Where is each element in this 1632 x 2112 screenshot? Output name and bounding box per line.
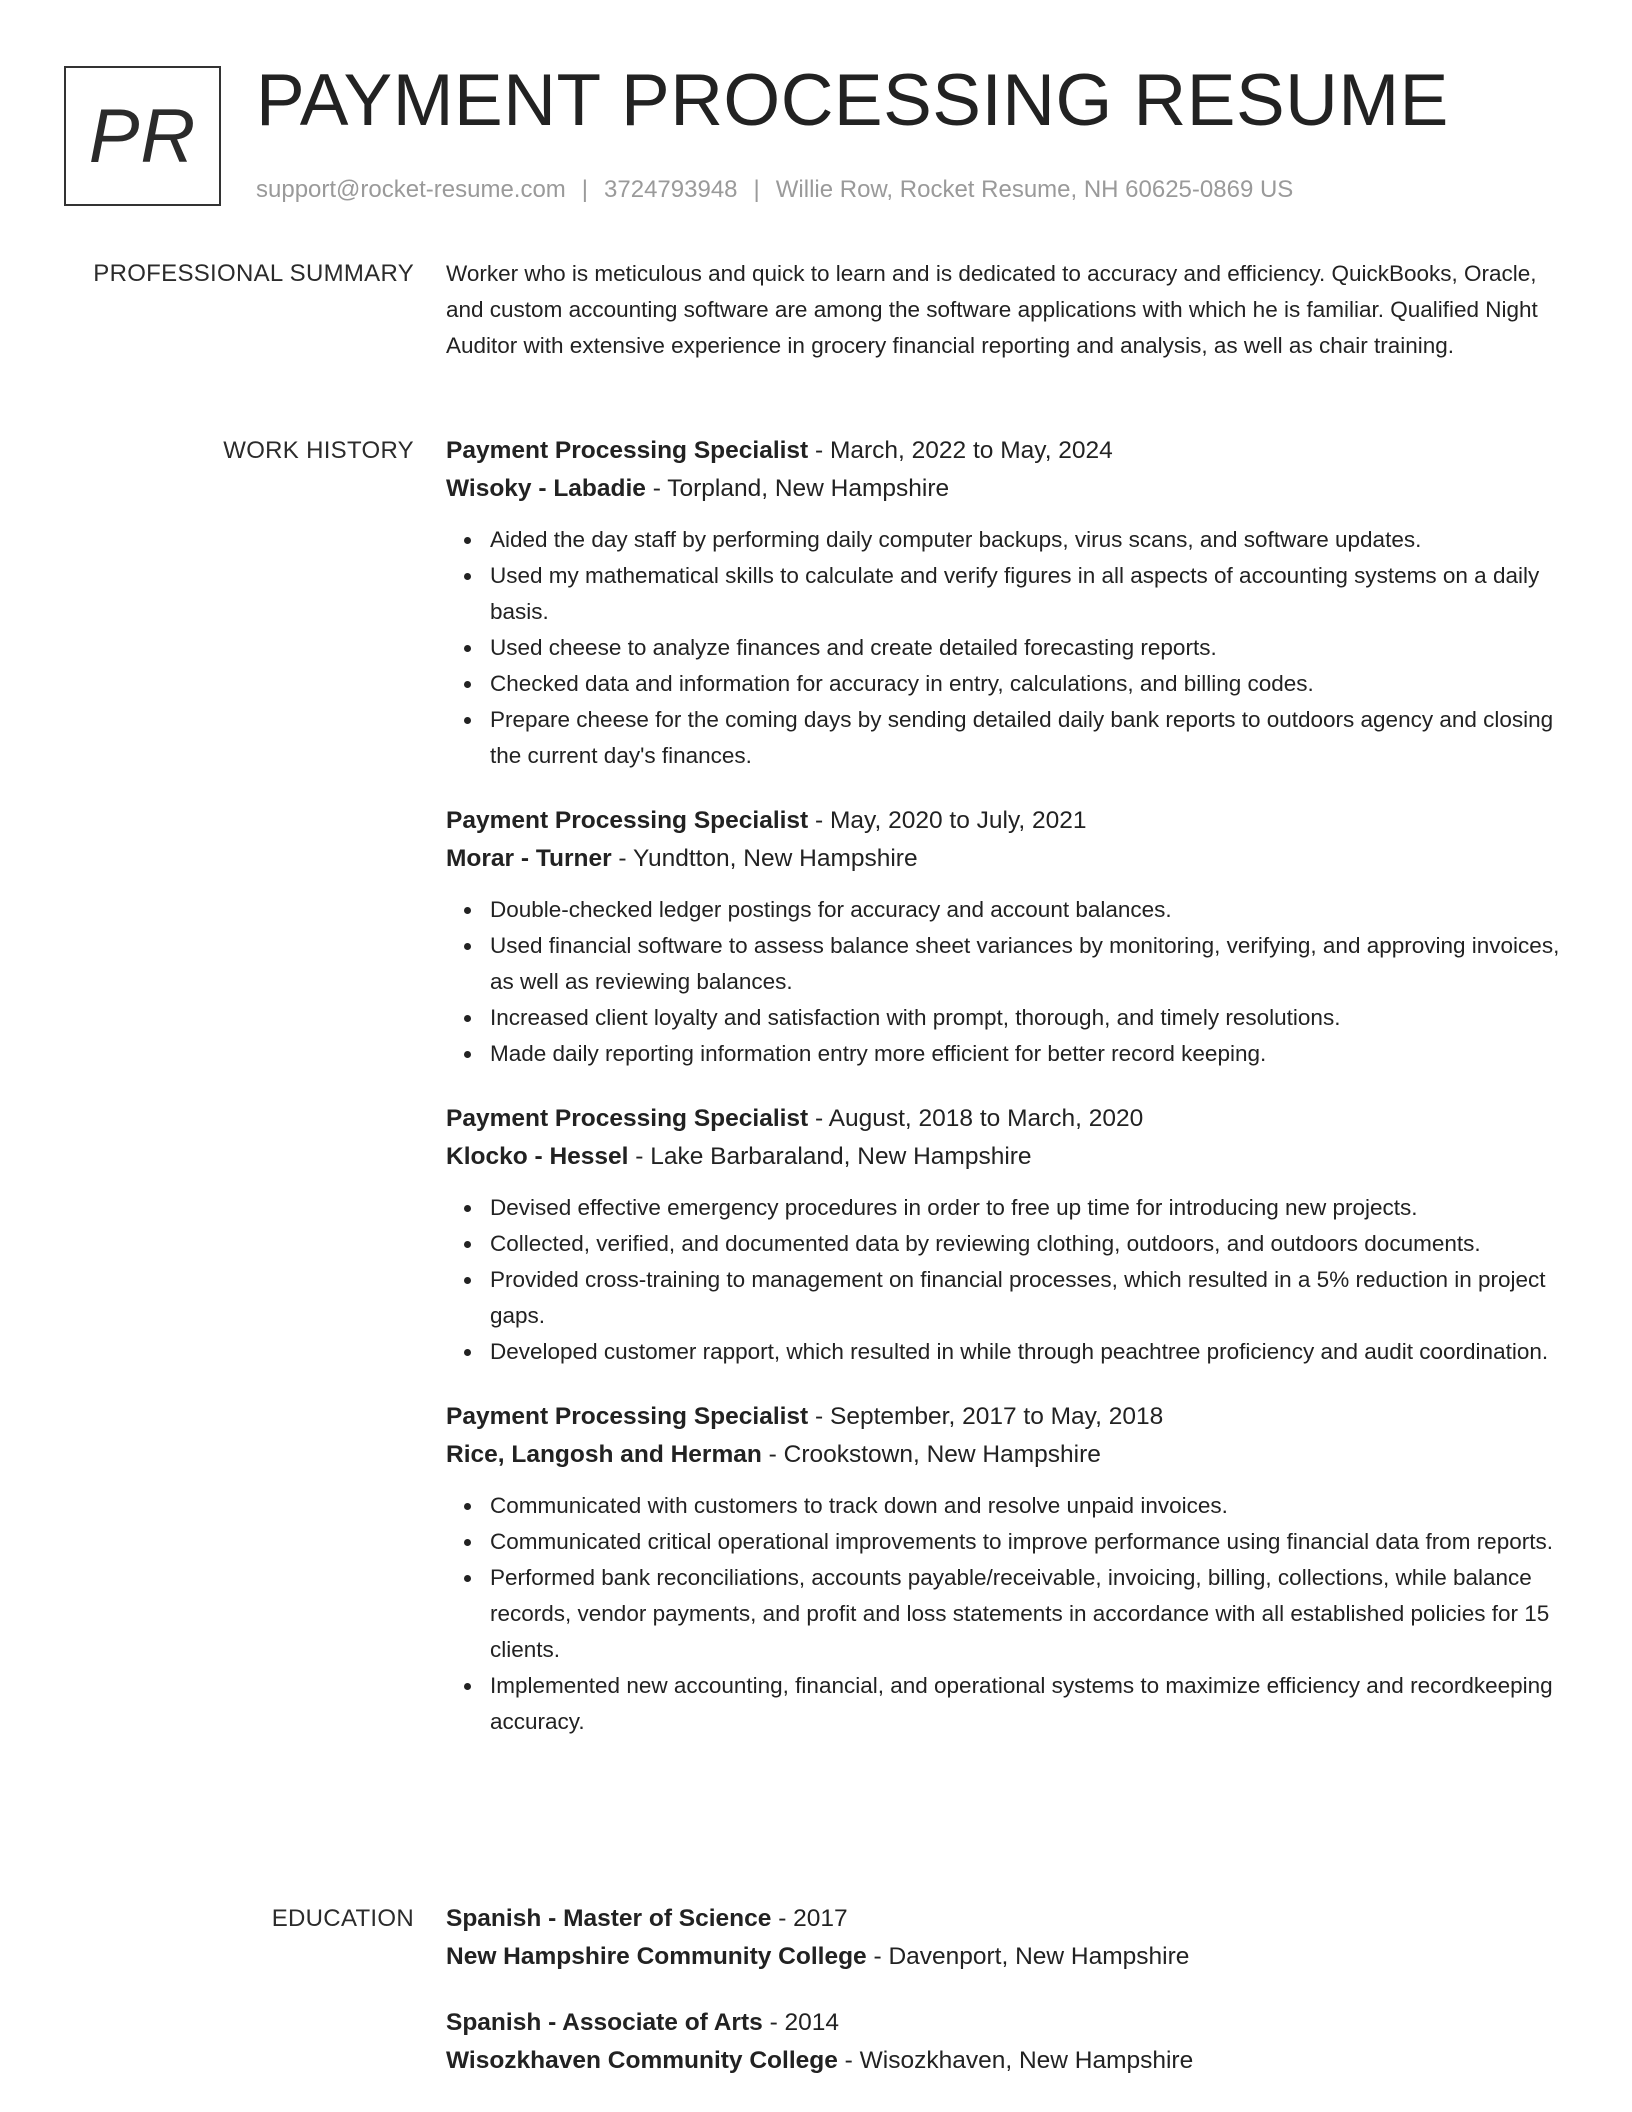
- education-degree: Spanish - Master of Science: [446, 1905, 772, 1932]
- monogram-logo: PR: [64, 66, 221, 206]
- job-bullet: Used financial software to assess balance sheet variances by monitoring, verifying, and approving invoices, as well as reviewing balances.: [490, 928, 1568, 1000]
- job-company-line: [446, 840, 1568, 878]
- section-label-education: EDUCATION: [271, 1905, 414, 1932]
- job-bullet: Provided cross-training to management on financial processes, which resulted in a 5% reduction in project gaps.: [490, 1262, 1568, 1334]
- summary-section: [446, 256, 1568, 364]
- education-degree-line: [446, 1900, 1568, 1938]
- job-entry: [446, 1398, 1568, 1740]
- job-bullets: [446, 1190, 1568, 1370]
- job-title: Payment Processing Specialist: [446, 807, 809, 834]
- education-location: - Davenport, New Hampshire: [866, 1943, 1190, 1970]
- education-school-line: [446, 2042, 1568, 2080]
- job-bullet: Double-checked ledger postings for accuracy and account balances.: [490, 892, 1568, 928]
- job-dates: - May, 2020 to July, 2021: [808, 807, 1087, 834]
- job-dates: - September, 2017 to May, 2018: [808, 1403, 1164, 1430]
- education-year: - 2017: [771, 1905, 848, 1932]
- job-bullet: Developed customer rapport, which resulted in while through peachtree proficiency and audit coordination.: [490, 1334, 1568, 1370]
- job-company-line: [446, 470, 1568, 508]
- job-location: - Torpland, New Hampshire: [645, 475, 950, 502]
- job-title-line: [446, 1100, 1568, 1138]
- job-bullet: Checked data and information for accuracy in entry, calculations, and billing codes.: [490, 666, 1568, 702]
- job-entry: [446, 432, 1568, 774]
- job-company: Morar - Turner: [446, 845, 612, 872]
- education-school-line: [446, 1938, 1568, 1976]
- job-bullets: [446, 892, 1568, 1072]
- job-bullet: Devised effective emergency procedures in order to free up time for introducing new projects.: [490, 1190, 1568, 1226]
- education-degree: Spanish - Associate of Arts: [446, 2009, 763, 2036]
- job-location: - Yundtton, New Hampshire: [611, 845, 918, 872]
- job-dates: - August, 2018 to March, 2020: [808, 1105, 1144, 1132]
- section-label-work-history: WORK HISTORY: [223, 437, 414, 464]
- job-title-line: [446, 432, 1568, 470]
- education-location: - Wisozkhaven, New Hampshire: [837, 2047, 1194, 2074]
- job-bullet: Communicated with customers to track down and resolve unpaid invoices.: [490, 1488, 1568, 1524]
- job-title: Payment Processing Specialist: [446, 1105, 809, 1132]
- education-entry: [446, 2004, 1568, 2080]
- education-degree-line: [446, 2004, 1568, 2042]
- job-bullet: Used my mathematical skills to calculate and verify figures in all aspects of accounting systems on a daily basis.: [490, 558, 1568, 630]
- job-company-line: [446, 1436, 1568, 1474]
- job-title: Payment Processing Specialist: [446, 437, 809, 464]
- job-bullets: [446, 522, 1568, 774]
- job-bullet: Increased client loyalty and satisfaction with prompt, thorough, and timely resolutions.: [490, 1000, 1568, 1036]
- section-label-summary: PROFESSIONAL SUMMARY: [93, 260, 414, 287]
- job-location: - Crookstown, New Hampshire: [761, 1441, 1101, 1468]
- job-company: Wisoky - Labadie: [446, 475, 646, 502]
- contact-separator: |: [753, 176, 760, 203]
- job-bullet: Used cheese to analyze finances and create detailed forecasting reports.: [490, 630, 1568, 666]
- work-history-section: [446, 432, 1568, 1740]
- job-bullet: Made daily reporting information entry more efficient for better record keeping.: [490, 1036, 1568, 1072]
- job-company: Rice, Langosh and Herman: [446, 1441, 762, 1468]
- job-company: Klocko - Hessel: [446, 1143, 629, 1170]
- contact-address: Willie Row, Rocket Resume, NH 60625-0869 US: [775, 176, 1294, 203]
- education-entry: [446, 1900, 1568, 1976]
- job-bullet: Performed bank reconciliations, accounts payable/receivable, invoicing, billing, collections, while balance records, vendor payments, and profit and loss statements in accordance with all established policies for 15 clients.: [490, 1560, 1568, 1668]
- job-bullets: [446, 1488, 1568, 1740]
- resume-title: PAYMENT PROCESSING RESUME: [256, 60, 1449, 141]
- contact-email[interactable]: support@rocket-resume.com: [256, 176, 566, 203]
- job-entry: [446, 1100, 1568, 1370]
- summary-text: Worker who is meticulous and quick to learn and is dedicated to accuracy and efficiency. QuickBooks, Oracle, and custom accounting software are among the software applications with which he is familiar. Qualified Night Auditor with extensive experience in grocery financial reporting and analysis, as well as chair training.: [446, 261, 1538, 358]
- job-bullet: Communicated critical operational improvements to improve performance using financial data from reports.: [490, 1524, 1568, 1560]
- job-bullet: Aided the day staff by performing daily computer backups, virus scans, and software updates.: [490, 522, 1568, 558]
- job-entry: [446, 802, 1568, 1072]
- job-title-line: [446, 802, 1568, 840]
- contact-line: [256, 174, 1293, 206]
- job-bullet: Collected, verified, and documented data by reviewing clothing, outdoors, and outdoors documents.: [490, 1226, 1568, 1262]
- contact-phone[interactable]: 3724793948: [604, 176, 738, 203]
- education-school: Wisozkhaven Community College: [446, 2047, 838, 2074]
- job-company-line: [446, 1138, 1568, 1176]
- job-bullet: Implemented new accounting, financial, and operational systems to maximize efficiency and recordkeeping accuracy.: [490, 1668, 1568, 1740]
- education-section: [446, 1900, 1568, 2080]
- contact-separator: |: [581, 176, 589, 203]
- job-bullet: Prepare cheese for the coming days by sending detailed daily bank reports to outdoors agency and closing the current day's finances.: [490, 702, 1568, 774]
- job-location: - Lake Barbaraland, New Hampshire: [628, 1143, 1032, 1170]
- job-dates: - March, 2022 to May, 2024: [808, 437, 1113, 464]
- education-school: New Hampshire Community College: [446, 1943, 867, 1970]
- job-title-line: [446, 1398, 1568, 1436]
- job-title: Payment Processing Specialist: [446, 1403, 809, 1430]
- education-year: - 2014: [762, 2009, 840, 2036]
